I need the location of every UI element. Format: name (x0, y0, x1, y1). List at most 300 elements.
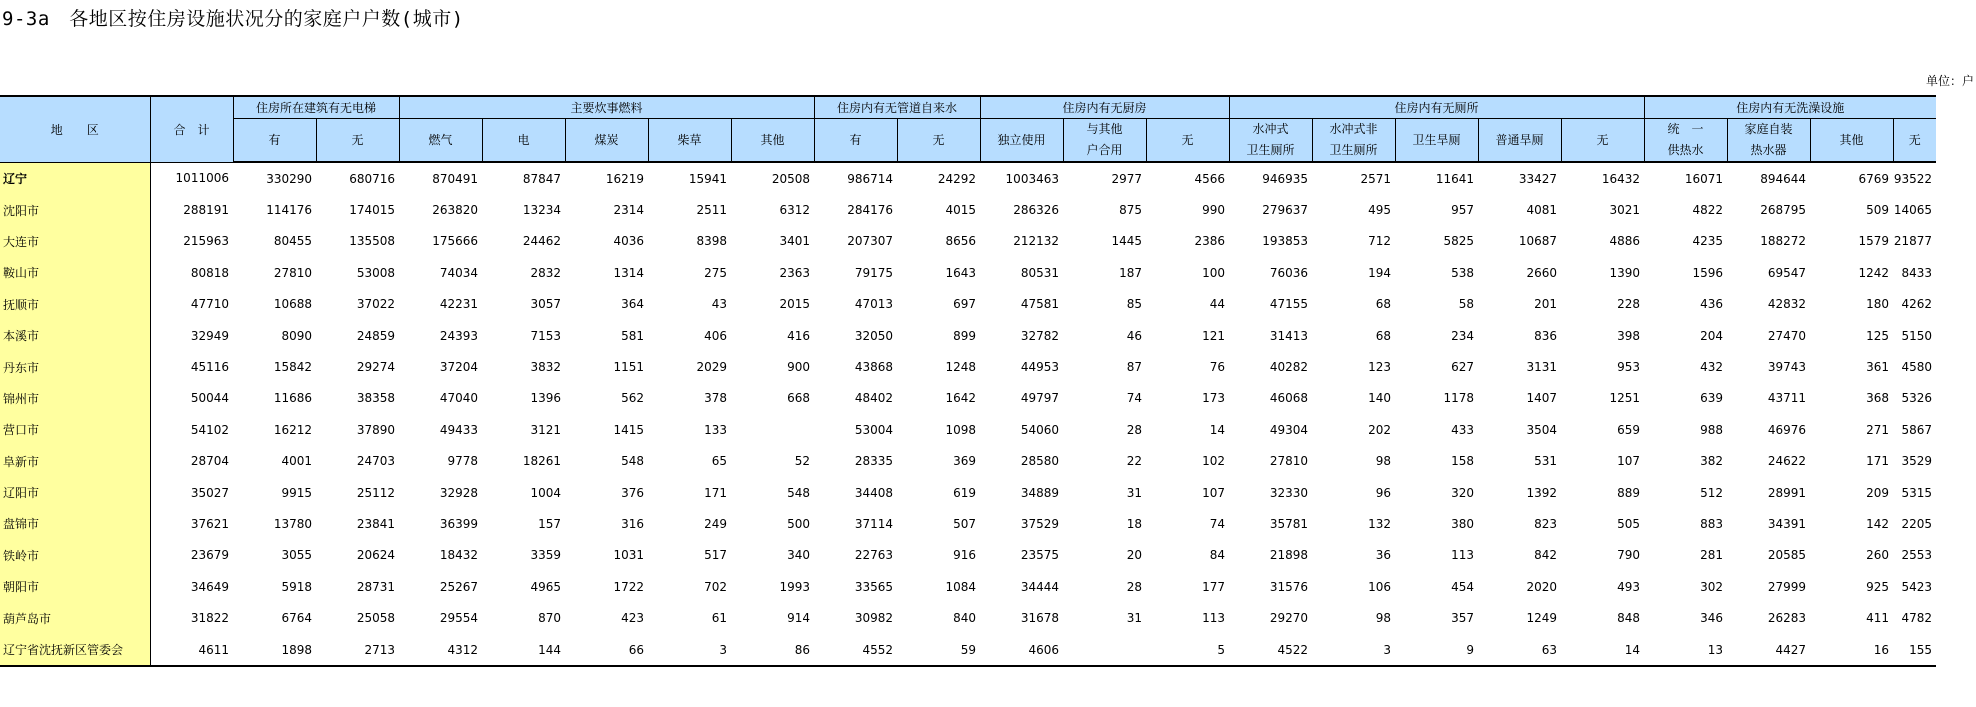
value-cell: 36399 (439, 516, 478, 531)
value-cell: 31576 (1269, 579, 1308, 594)
value-cell: 914 (787, 611, 810, 626)
value-cell: 1396 (530, 391, 561, 406)
value-cell: 5423 (1901, 579, 1932, 594)
value-cell: 33427 (1518, 171, 1557, 186)
value-cell: 320 (1451, 485, 1474, 500)
value-cell: 1084 (945, 579, 976, 594)
value-cell: 263820 (432, 203, 478, 218)
value-cell: 5 (1146, 634, 1229, 666)
value-cell: 416 (787, 328, 810, 343)
value-cell: 79175 (854, 265, 893, 280)
table-row (0, 540, 1936, 571)
value-cell: 20508 (771, 171, 810, 186)
value-cell: 3 (1312, 634, 1395, 666)
value-cell: 4235 (1692, 234, 1723, 249)
value-cell: 316 (621, 516, 644, 531)
value-cell: 27810 (273, 265, 312, 280)
value-cell: 5326 (1901, 391, 1932, 406)
header-bath-central-line1: 统 一 (1667, 122, 1704, 136)
table-row (0, 477, 1936, 508)
header-water-no: 无 (897, 119, 980, 163)
value-cell: 28704 (190, 454, 229, 469)
value-cell: 24292 (937, 171, 976, 186)
value-cell: 517 (704, 548, 727, 563)
value-cell: 1642 (945, 391, 976, 406)
value-cell: 23841 (356, 516, 395, 531)
value-cell: 454 (1451, 579, 1474, 594)
value-cell: 1390 (1609, 265, 1640, 280)
table-row (0, 162, 1936, 194)
value-cell: 894644 (1760, 171, 1806, 186)
value-cell: 25058 (356, 611, 395, 626)
value-cell: 157 (538, 516, 561, 531)
value-cell: 158 (1451, 454, 1474, 469)
value-cell: 47155 (1269, 297, 1308, 312)
value-cell: 21898 (1269, 548, 1308, 563)
value-cell: 142 (1866, 516, 1889, 531)
value-cell: 823 (1534, 516, 1557, 531)
value-cell: 132 (1368, 516, 1391, 531)
header-kitchen-none: 无 (1146, 119, 1229, 163)
region-cell: 朝阳市 (0, 571, 150, 602)
value-cell: 284176 (847, 203, 893, 218)
value-cell: 1643 (945, 265, 976, 280)
value-cell: 177 (1202, 579, 1225, 594)
value-cell: 361 (1866, 360, 1889, 375)
table-row (0, 257, 1936, 288)
value-cell: 22 (1126, 454, 1142, 469)
header-kitchen-own: 独立使用 (980, 119, 1063, 163)
header-bath-other: 其他 (1810, 119, 1893, 163)
region-cell: 辽阳市 (0, 477, 150, 508)
value-cell: 28991 (1767, 485, 1806, 500)
value-cell: 4552 (814, 634, 897, 666)
header-elevator-yes: 有 (233, 119, 316, 163)
value-cell: 76036 (1269, 265, 1308, 280)
value-cell: 380 (1451, 516, 1474, 531)
header-fuel-firewood: 柴草 (648, 119, 731, 163)
value-cell: 34444 (1020, 579, 1059, 594)
value-cell: 102 (1202, 454, 1225, 469)
value-cell: 18432 (439, 548, 478, 563)
value-cell: 507 (953, 516, 976, 531)
value-cell: 531 (1534, 454, 1557, 469)
value-cell: 25112 (356, 485, 395, 500)
value-cell: 180 (1866, 297, 1889, 312)
value-cell: 548 (787, 485, 810, 500)
value-cell: 69547 (1767, 265, 1806, 280)
value-cell: 45116 (190, 360, 229, 375)
value-cell: 87 (1126, 360, 1142, 375)
value-cell: 54102 (190, 422, 229, 437)
table-row (0, 194, 1936, 225)
header-fuel-other: 其他 (731, 119, 814, 163)
value-cell: 900 (787, 360, 810, 375)
value-cell: 2020 (1526, 579, 1557, 594)
table-row (0, 226, 1936, 257)
value-cell: 1445 (1111, 234, 1142, 249)
value-cell: 20624 (356, 548, 395, 563)
value-cell: 121 (1202, 328, 1225, 343)
header-fuel-coal: 煤炭 (565, 119, 648, 163)
region-cell: 丹东市 (0, 351, 150, 382)
value-cell: 32949 (190, 328, 229, 343)
value-cell: 24393 (439, 328, 478, 343)
value-cell: 581 (621, 328, 644, 343)
value-cell: 10687 (1518, 234, 1557, 249)
value-cell: 37529 (1020, 516, 1059, 531)
value-cell: 24859 (356, 328, 395, 343)
value-cell: 204 (1700, 328, 1723, 343)
value-cell: 46 (1126, 328, 1142, 343)
value-cell: 990 (1202, 203, 1225, 218)
value-cell: 1251 (1609, 391, 1640, 406)
region-cell: 锦州市 (0, 383, 150, 414)
value-cell: 53004 (854, 422, 893, 437)
value-cell: 28 (1126, 422, 1142, 437)
value-cell: 43 (711, 297, 727, 312)
value-cell: 47040 (439, 391, 478, 406)
value-cell: 357 (1451, 611, 1474, 626)
value-cell: 1249 (1526, 611, 1557, 626)
value-cell: 4782 (1901, 611, 1932, 626)
value-cell: 3401 (779, 234, 810, 249)
value-cell: 368 (1866, 391, 1889, 406)
value-cell: 107 (1617, 454, 1640, 469)
value-cell: 4522 (1229, 634, 1312, 666)
header-toilet-none: 无 (1561, 119, 1644, 163)
value-cell: 538 (1451, 265, 1474, 280)
value-cell: 47581 (1020, 297, 1059, 312)
value-cell: 207307 (847, 234, 893, 249)
value-cell: 68 (1375, 328, 1391, 343)
value-cell: 37114 (854, 516, 893, 531)
header-toilet-flush-nonhyg (1312, 119, 1395, 163)
value-cell: 493 (1617, 579, 1640, 594)
region-cell: 盘锦市 (0, 508, 150, 539)
value-cell: 7153 (530, 328, 561, 343)
value-cell: 946935 (1262, 171, 1308, 186)
value-cell: 875 (1119, 203, 1142, 218)
value-cell: 3055 (281, 548, 312, 563)
value-cell: 16432 (1601, 171, 1640, 186)
value-cell: 702 (704, 579, 727, 594)
value-cell: 44 (1209, 297, 1225, 312)
value-cell: 228 (1617, 297, 1640, 312)
value-cell: 4262 (1901, 297, 1932, 312)
table-row (0, 602, 1936, 633)
value-cell: 37204 (439, 360, 478, 375)
header-bath-home (1727, 119, 1810, 163)
value-cell: 870 (538, 611, 561, 626)
value-cell: 1392 (1526, 485, 1557, 500)
region-cell: 大连市 (0, 226, 150, 257)
value-cell: 8090 (281, 328, 312, 343)
value-cell: 188272 (1760, 234, 1806, 249)
value-cell: 275 (704, 265, 727, 280)
value-cell: 842 (1534, 548, 1557, 563)
value-cell: 80818 (190, 265, 229, 280)
value-cell: 80531 (1020, 265, 1059, 280)
table-row (0, 508, 1936, 539)
value-cell: 423 (621, 611, 644, 626)
value-cell: 135508 (349, 234, 395, 249)
value-cell: 5867 (1901, 422, 1932, 437)
header-toilet-flush (1229, 119, 1312, 163)
value-cell: 13234 (522, 203, 561, 218)
header-kitchen-shared-line2: 户合用 (1086, 143, 1123, 157)
value-cell: 31 (1126, 485, 1142, 500)
value-cell: 37621 (190, 516, 229, 531)
value-cell: 28335 (854, 454, 893, 469)
value-cell: 1314 (613, 265, 644, 280)
value-cell: 2832 (530, 265, 561, 280)
value-cell: 925 (1866, 579, 1889, 594)
value-cell: 76 (1209, 360, 1225, 375)
value-cell: 215963 (183, 234, 229, 249)
region-cell: 抚顺市 (0, 289, 150, 320)
region-cell: 葫芦岛市 (0, 602, 150, 633)
value-cell: 35781 (1269, 516, 1308, 531)
value-cell: 5825 (1443, 234, 1474, 249)
value-cell: 28 (1126, 579, 1142, 594)
header-group-fuel: 主要炊事燃料 (399, 96, 814, 119)
header-bath-central-line2: 供热水 (1667, 143, 1704, 157)
value-cell: 8398 (696, 234, 727, 249)
value-cell: 171 (1866, 454, 1889, 469)
value-cell: 59 (897, 634, 980, 666)
value-cell: 279637 (1262, 203, 1308, 218)
page-title: 9-3a 各地区按住房设施状况分的家庭户户数(城市) (2, 8, 464, 30)
value-cell: 1579 (1858, 234, 1889, 249)
value-cell: 18261 (522, 454, 561, 469)
value-cell: 43711 (1767, 391, 1806, 406)
header-bath-home-line2: 热水器 (1750, 143, 1787, 157)
value-cell: 836 (1534, 328, 1557, 343)
value-cell: 433 (1451, 422, 1474, 437)
value-cell: 3 (648, 634, 731, 666)
value-cell: 1098 (945, 422, 976, 437)
value-cell: 369 (953, 454, 976, 469)
value-cell: 27999 (1767, 579, 1806, 594)
value-cell: 406 (704, 328, 727, 343)
value-cell: 212132 (1013, 234, 1059, 249)
value-cell: 32782 (1020, 328, 1059, 343)
value-cell (1063, 634, 1146, 666)
value-cell: 171 (704, 485, 727, 500)
value-cell: 113 (1202, 611, 1225, 626)
value-cell: 3832 (530, 360, 561, 375)
value-cell: 4001 (281, 454, 312, 469)
value-cell: 659 (1617, 422, 1640, 437)
value-cell: 114176 (266, 203, 312, 218)
value-cell: 916 (953, 548, 976, 563)
value-cell: 48402 (854, 391, 893, 406)
header-kitchen-shared-line1: 与其他 (1086, 122, 1123, 136)
region-cell: 辽宁 (0, 162, 150, 194)
value-cell: 193853 (1262, 234, 1308, 249)
value-cell: 509 (1866, 203, 1889, 218)
value-cell: 15941 (688, 171, 727, 186)
value-cell: 5918 (281, 579, 312, 594)
value-cell: 500 (787, 516, 810, 531)
value-cell: 42832 (1767, 297, 1806, 312)
value-cell: 34889 (1020, 485, 1059, 500)
value-cell: 28580 (1020, 454, 1059, 469)
value-cell: 2386 (1194, 234, 1225, 249)
value-cell: 4611 (150, 634, 233, 666)
value-cell: 1242 (1858, 265, 1889, 280)
value-cell: 30982 (854, 611, 893, 626)
value-cell: 133 (704, 422, 727, 437)
value-cell: 37890 (356, 422, 395, 437)
region-cell: 营口市 (0, 414, 150, 445)
value-cell: 2314 (613, 203, 644, 218)
value-cell: 27810 (1269, 454, 1308, 469)
value-cell: 346 (1700, 611, 1723, 626)
header-group-elevator: 住房所在建筑有无电梯 (233, 96, 399, 119)
value-cell: 11686 (273, 391, 312, 406)
value-cell: 1151 (613, 360, 644, 375)
value-cell: 505 (1617, 516, 1640, 531)
value-cell: 113 (1451, 548, 1474, 563)
value-cell: 84 (1209, 548, 1225, 563)
header-total: 合 计 (150, 96, 233, 162)
value-cell: 33565 (854, 579, 893, 594)
value-cell: 6769 (1858, 171, 1889, 186)
value-cell: 1722 (613, 579, 644, 594)
value-cell: 23575 (1020, 548, 1059, 563)
value-cell: 46068 (1269, 391, 1308, 406)
value-cell: 24703 (356, 454, 395, 469)
value-cell: 31678 (1020, 611, 1059, 626)
value-cell: 3529 (1901, 454, 1932, 469)
value-cell: 889 (1617, 485, 1640, 500)
value-cell: 107 (1202, 485, 1225, 500)
value-cell: 512 (1700, 485, 1723, 500)
value-cell: 340 (787, 548, 810, 563)
header-bath-central (1644, 119, 1727, 163)
value-cell: 52 (794, 454, 810, 469)
value-cell: 39743 (1767, 360, 1806, 375)
table-row (0, 383, 1936, 414)
value-cell: 840 (953, 611, 976, 626)
value-cell: 432 (1700, 360, 1723, 375)
value-cell: 32928 (439, 485, 478, 500)
header-toilet-flush-line1: 水冲式 (1252, 122, 1289, 136)
value-cell: 8656 (945, 234, 976, 249)
value-cell: 1003463 (1005, 171, 1059, 186)
value-cell: 28731 (356, 579, 395, 594)
table-row (0, 289, 1936, 320)
region-cell: 沈阳市 (0, 194, 150, 225)
value-cell: 50044 (190, 391, 229, 406)
value-cell: 140 (1368, 391, 1391, 406)
header-group-water: 住房内有无管道自来水 (814, 96, 980, 119)
value-cell: 21877 (1893, 234, 1932, 249)
value-cell: 986714 (847, 171, 893, 186)
value-cell: 23679 (190, 548, 229, 563)
value-cell: 5315 (1901, 485, 1932, 500)
value-cell: 4606 (980, 634, 1063, 666)
header-group-kitchen: 住房内有无厨房 (980, 96, 1229, 119)
value-cell: 47013 (854, 297, 893, 312)
value-cell: 8433 (1901, 265, 1932, 280)
value-cell: 2029 (696, 360, 727, 375)
table-row (0, 446, 1936, 477)
value-cell: 286326 (1013, 203, 1059, 218)
value-cell: 29274 (356, 360, 395, 375)
value-cell: 20 (1126, 548, 1142, 563)
value-cell: 20585 (1767, 548, 1806, 563)
value-cell: 398 (1617, 328, 1640, 343)
value-cell: 16 (1810, 634, 1893, 666)
value-cell: 1248 (945, 360, 976, 375)
value-cell: 1178 (1443, 391, 1474, 406)
table-row (0, 351, 1936, 382)
value-cell: 34408 (854, 485, 893, 500)
value-cell: 4081 (1526, 203, 1557, 218)
value-cell: 15842 (273, 360, 312, 375)
value-cell: 3359 (530, 548, 561, 563)
value-cell: 31 (1126, 611, 1142, 626)
value-cell: 144 (482, 634, 565, 666)
header-toilet-flush-nonhyg-line2: 卫生厕所 (1329, 143, 1378, 157)
value-cell: 155 (1893, 634, 1936, 666)
value-cell: 86 (731, 634, 814, 666)
value-cell: 22763 (854, 548, 893, 563)
value-cell: 2553 (1901, 548, 1932, 563)
header-toilet-flush-nonhyg-line1: 水冲式非 (1329, 122, 1378, 136)
value-cell: 988 (1700, 422, 1723, 437)
value-cell: 74 (1209, 516, 1225, 531)
value-cell: 16212 (273, 422, 312, 437)
value-cell: 2660 (1526, 265, 1557, 280)
value-cell: 281 (1700, 548, 1723, 563)
value-cell: 3131 (1526, 360, 1557, 375)
value-cell: 364 (621, 297, 644, 312)
value-cell: 123 (1368, 360, 1391, 375)
value-cell: 9 (1395, 634, 1478, 666)
value-cell: 34649 (190, 579, 229, 594)
value-cell: 65 (711, 454, 727, 469)
table-row (0, 414, 1936, 445)
region-cell: 辽宁省沈抚新区管委会 (0, 634, 150, 666)
value-cell: 883 (1700, 516, 1723, 531)
value-cell: 13780 (273, 516, 312, 531)
value-cell: 36 (1375, 548, 1391, 563)
header-water-yes: 有 (814, 119, 897, 163)
region-cell: 铁岭市 (0, 540, 150, 571)
value-cell: 2977 (1111, 171, 1142, 186)
value-cell: 9915 (281, 485, 312, 500)
header-bath-home-line1: 家庭自装 (1744, 122, 1793, 136)
value-cell: 14065 (1893, 203, 1932, 218)
value-cell: 47710 (190, 297, 229, 312)
value-cell: 260 (1866, 548, 1889, 563)
value-cell: 24462 (522, 234, 561, 249)
value-cell: 13 (1644, 634, 1727, 666)
value-cell: 953 (1617, 360, 1640, 375)
value-cell: 25267 (439, 579, 478, 594)
header-toilet-flush-line2: 卫生厕所 (1246, 143, 1295, 157)
value-cell: 74034 (439, 265, 478, 280)
table-body (0, 162, 1936, 666)
value-cell: 1596 (1692, 265, 1723, 280)
value-cell: 378 (704, 391, 727, 406)
value-cell: 697 (953, 297, 976, 312)
value-cell: 49797 (1020, 391, 1059, 406)
